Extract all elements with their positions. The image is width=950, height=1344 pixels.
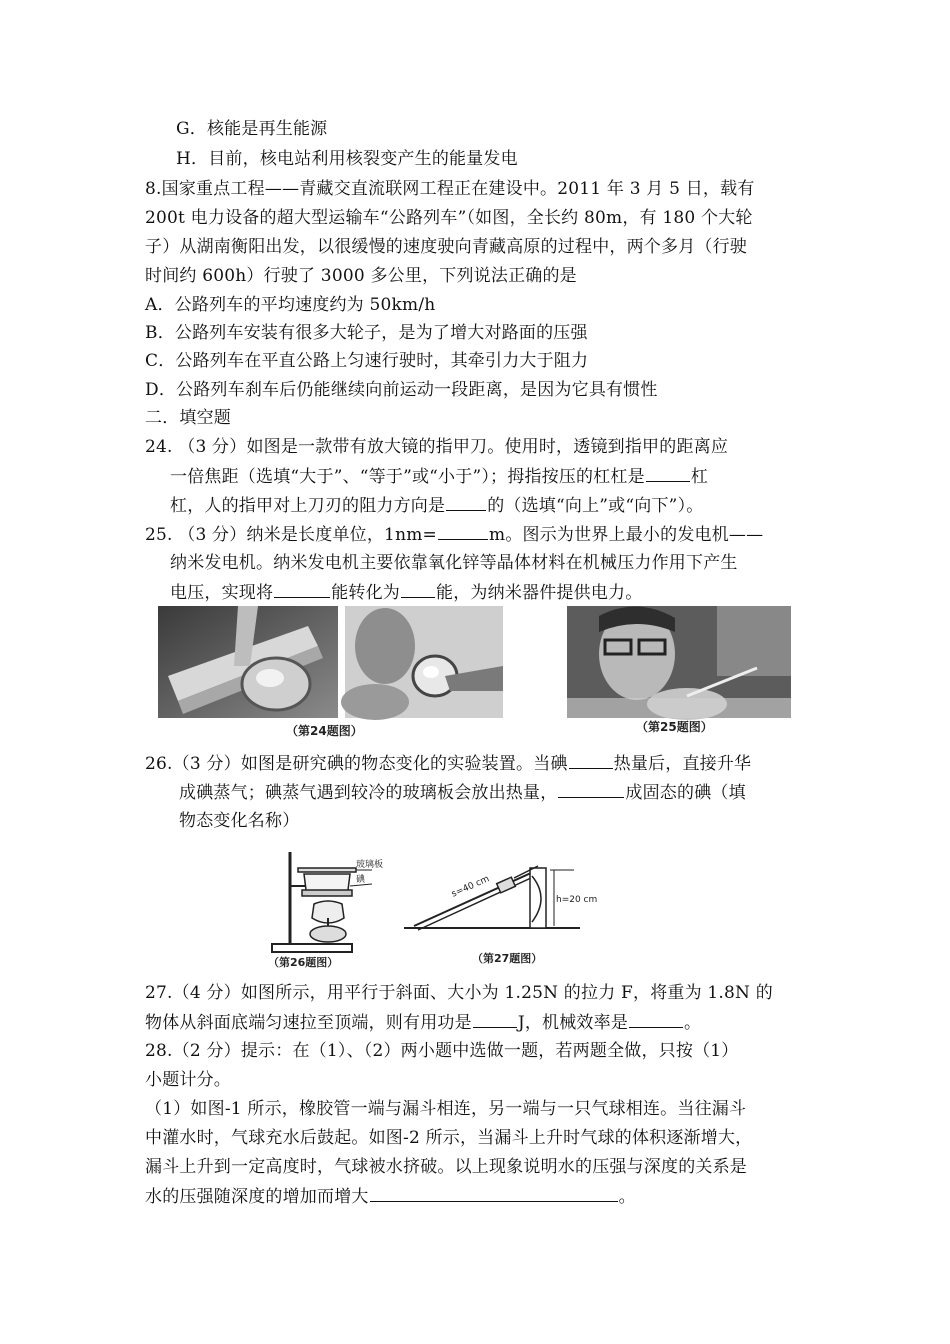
q27-line-2-end: 。 bbox=[684, 1013, 702, 1033]
q8-line-2: 200t 电力设备的超大型运输车“公路列车”（如图，全长约 80m，有 180 个大轮 bbox=[145, 208, 753, 228]
q26-line-3: 物态变化名称） bbox=[179, 811, 300, 831]
q26-line-1-text: 26.（3 分）如图是研究碘的物态变化的实验装置。当碘 bbox=[145, 754, 568, 774]
q24-line-3-text: 杠，人的指甲对上刀刃的阻力方向是 bbox=[170, 496, 446, 516]
section-heading: 二．填空题 bbox=[145, 408, 231, 428]
answer-blank[interactable] bbox=[446, 494, 486, 511]
nail-clipper-photo bbox=[158, 606, 338, 718]
q26-line-1 bbox=[145, 752, 751, 775]
answer-blank[interactable] bbox=[558, 781, 624, 798]
q24-line-2-end: 杠 bbox=[690, 467, 709, 487]
answer-blank[interactable] bbox=[438, 523, 488, 540]
q8-option-a: A．公路列车的平均速度约为 50km/h bbox=[145, 295, 436, 315]
fig24-caption: （第24题图） bbox=[286, 724, 363, 738]
q27-line-1: 27.（4 分）如图所示，用平行于斜面、大小为 1.25N 的拉力 F，将重为 1.8N 的 bbox=[145, 983, 773, 1003]
q24-line-3 bbox=[170, 494, 703, 517]
label-length: s=40 cm bbox=[450, 874, 492, 900]
scientist-photo bbox=[567, 606, 791, 718]
label-glass-plate: 玻璃板 bbox=[356, 860, 384, 870]
q8-option-c: C．公路列车在平直公路上匀速行驶时，其牵引力大于阻力 bbox=[145, 351, 589, 371]
q8-line-1: 8.国家重点工程——青藏交直流联网工程正在建设中。2011 年 3 月 5 日，载有 bbox=[145, 179, 755, 199]
answer-blank[interactable] bbox=[370, 1185, 618, 1202]
q27-line-2 bbox=[145, 1011, 701, 1034]
q26-line-2 bbox=[179, 781, 746, 804]
label-iodine: 碘 bbox=[356, 875, 366, 885]
q24-line-3-end: 的（选填“向上”或“向下”）。 bbox=[487, 496, 704, 516]
q28-line-4: 中灌水时，气球充水后鼓起。如图-2 所示，当漏斗上升时气球的体积逐渐增大， bbox=[145, 1128, 753, 1148]
q8-option-b: B．公路列车安装有很多大轮子，是为了增大对路面的压强 bbox=[145, 323, 588, 343]
q28-line-1: 28.（2 分）提示：在（1）、（2）两小题中选做一题，若两题全做，只按（1） bbox=[145, 1041, 739, 1061]
q24-line-2-text: 一倍焦距（选填“大于”、“等于”或“小于”）；拇指按压的杠杠是 bbox=[170, 467, 645, 487]
q27-line-2-text: 物体从斜面底端匀速拉至顶端，则有用功是 bbox=[145, 1013, 472, 1033]
fig25-caption: （第25题图） bbox=[636, 720, 713, 734]
q25-line-1-text: 25. （3 分）纳米是长度单位，1nm= bbox=[145, 525, 437, 545]
q28-line-5: 漏斗上升到一定高度时，气球被水挤破。以上现象说明水的压强与深度的关系是 bbox=[145, 1157, 747, 1177]
answer-blank[interactable] bbox=[629, 1011, 683, 1028]
q25-line-1 bbox=[145, 523, 763, 546]
q28-line-6-text: 水的压强随深度的增加而增大 bbox=[145, 1187, 369, 1207]
q24-line-1: 24. （3 分）如图是一款带有放大镜的指甲刀。使用时，透镜到指甲的距离应 bbox=[145, 437, 729, 457]
q28-line-6-end: 。 bbox=[618, 1187, 636, 1207]
option-h: H．目前，核电站利用核裂变产生的能量发电 bbox=[176, 149, 518, 169]
q25-line-3-end: 能，为纳米器件提供电力。 bbox=[436, 583, 643, 603]
q26-line-1-end: 热量后，直接升华 bbox=[613, 754, 752, 774]
incline-diagram bbox=[404, 856, 598, 936]
fig26-caption: （第26题图） bbox=[268, 956, 339, 969]
q28-line-2: 小题计分。 bbox=[145, 1070, 231, 1090]
q25-line-3-text: 电压，实现将 bbox=[170, 583, 274, 603]
fig27-caption: （第27题图） bbox=[472, 952, 543, 965]
answer-blank[interactable] bbox=[569, 752, 613, 769]
q25-line-3-mid: 能转化为 bbox=[331, 583, 401, 603]
answer-blank[interactable] bbox=[646, 465, 690, 482]
q25-line-2: 纳米发电机。纳米发电机主要依靠氧化锌等晶体材料在机械压力作用下产生 bbox=[170, 553, 738, 573]
option-g: G．核能是再生能源 bbox=[176, 119, 328, 139]
q26-line-2-text: 成碘蒸气；碘蒸气遇到较冷的玻璃板会放出热量， bbox=[179, 783, 558, 803]
q26-line-2-end: 成固态的碘（填 bbox=[625, 783, 746, 803]
iodine-apparatus-diagram bbox=[262, 846, 392, 958]
q8-line-3: 子）从湖南衡阳出发，以很缓慢的速度驶向青藏高原的过程中，两个多月（行驶 bbox=[145, 237, 747, 257]
q28-line-3: （1）如图-1 所示，橡胶管一端与漏斗相连，另一端与一只气球相连。当往漏斗 bbox=[145, 1099, 747, 1119]
q8-line-4: 时间约 600h）行驶了 3000 多公里，下列说法正确的是 bbox=[145, 266, 577, 286]
answer-blank[interactable] bbox=[274, 581, 330, 598]
q25-line-1-end: m。图示为世界上最小的发电机—— bbox=[489, 525, 764, 545]
answer-blank[interactable] bbox=[401, 581, 435, 598]
finger-lens-photo bbox=[345, 606, 503, 718]
q24-line-2 bbox=[170, 465, 708, 488]
label-height: h=20 cm bbox=[556, 895, 598, 905]
answer-blank[interactable] bbox=[473, 1011, 517, 1028]
q28-line-6 bbox=[145, 1185, 636, 1208]
q27-line-2-mid: J，机械效率是 bbox=[517, 1013, 629, 1033]
q8-option-d: D．公路列车刹车后仍能继续向前运动一段距离，是因为它具有惯性 bbox=[145, 380, 658, 400]
q25-line-3 bbox=[170, 581, 642, 604]
